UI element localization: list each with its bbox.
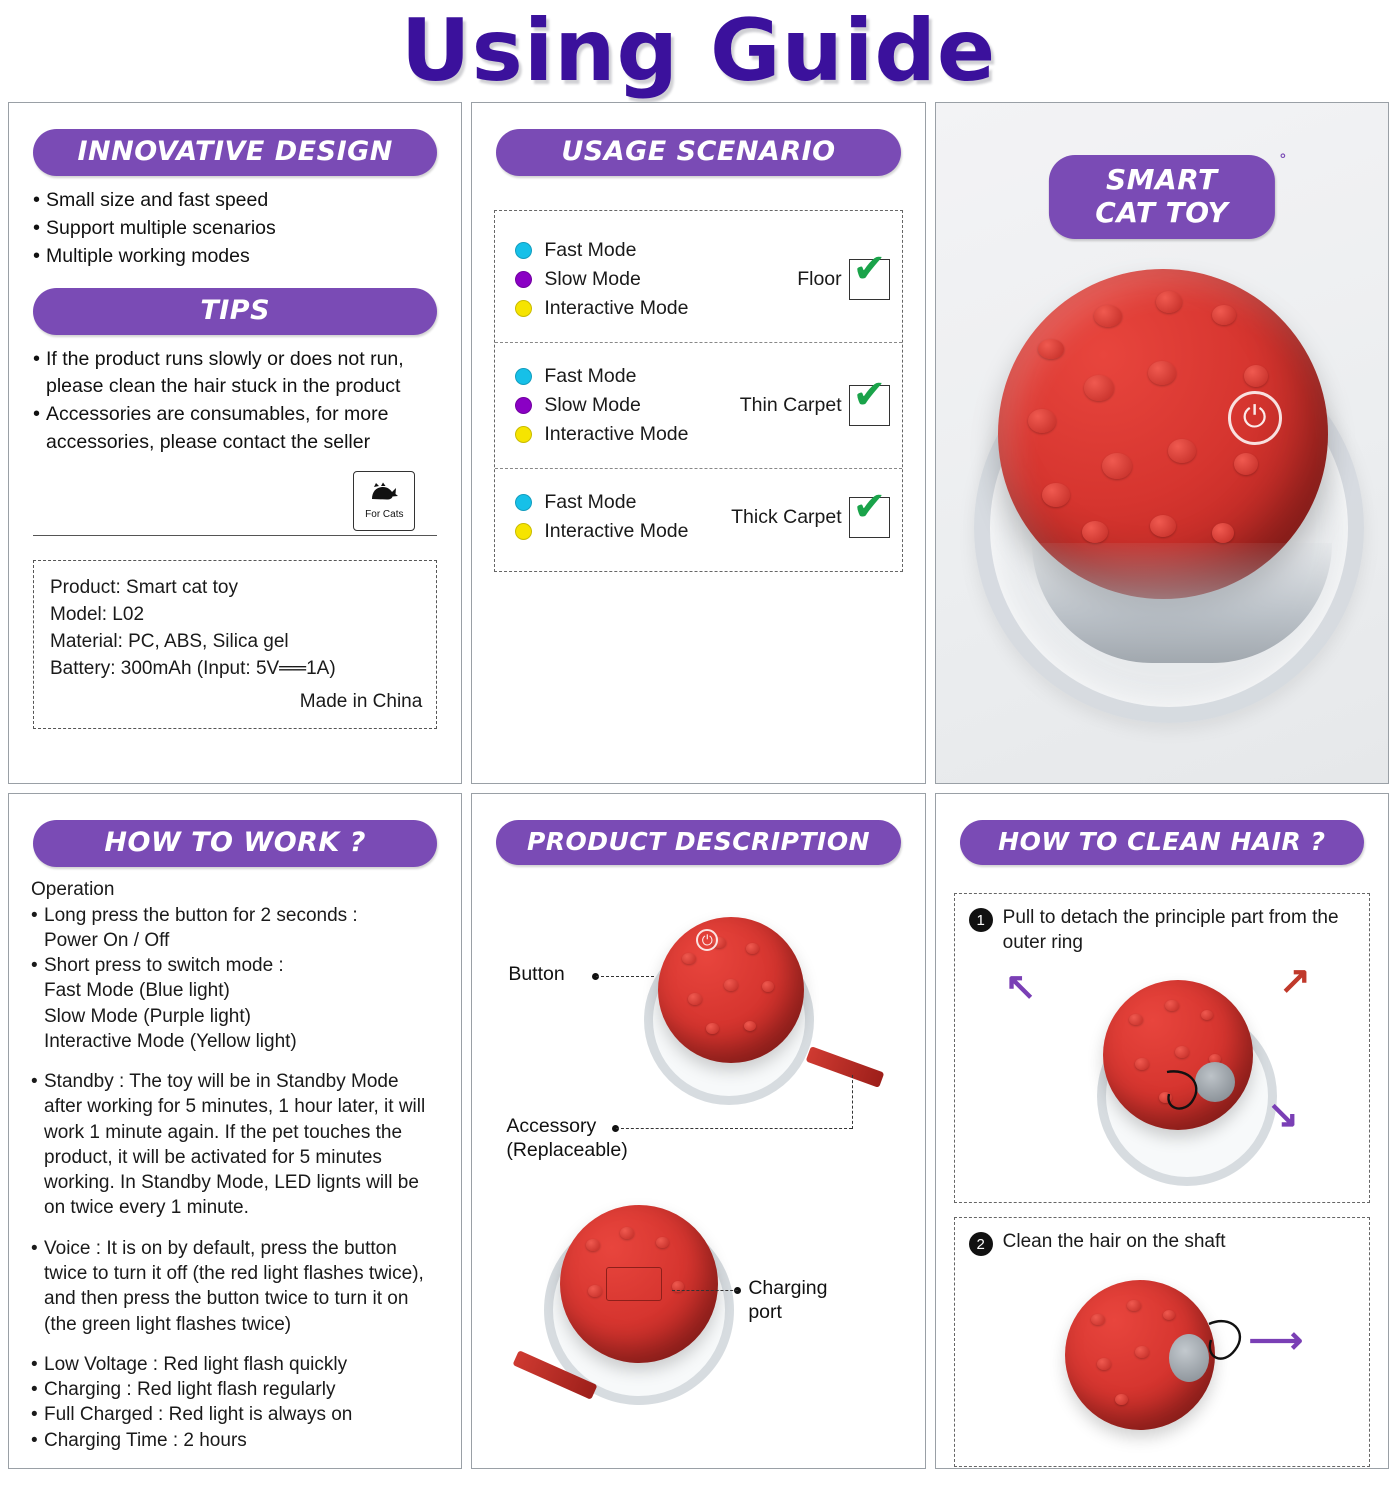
mode-label: Slow Mode <box>544 268 641 291</box>
mode-list <box>515 359 739 452</box>
mode-label: Interactive Mode <box>544 297 689 320</box>
spec-box <box>33 560 437 729</box>
product-photo <box>936 103 1388 783</box>
arrow-up-left-icon: ↖ <box>1004 965 1037 1008</box>
mode-label: Interactive Mode <box>544 520 689 543</box>
how-to-work-text <box>9 877 461 1453</box>
mode-row <box>515 423 739 446</box>
leader-line-button <box>596 976 654 977</box>
power-icon: ⏻ <box>1228 391 1282 445</box>
for-cats-label: For Cats <box>365 509 404 521</box>
text-line: • Low Voltage : Red light flash quickly <box>31 1352 439 1377</box>
divider <box>33 535 437 536</box>
mode-row <box>515 297 797 320</box>
top-row <box>0 102 1397 784</box>
mode-row <box>515 520 731 543</box>
label-button: Button <box>508 963 565 986</box>
usage-group-thick-carpet <box>495 468 901 565</box>
text-line: • Charging Time : 2 hours <box>31 1428 439 1453</box>
text-line: • Long press the button for 2 seconds : <box>31 903 439 928</box>
arrow-down-right-icon: ↘ <box>1267 1093 1299 1136</box>
checkbox[interactable] <box>849 483 890 538</box>
list-item: • If the product runs slowly or does not run, <box>33 347 437 373</box>
usage-group-thin-carpet <box>495 342 901 468</box>
text-line: working. In Standby Mode, LED lignts will be <box>44 1172 419 1194</box>
text-line: • Full Charged : Red light is always on <box>31 1402 439 1427</box>
cat-icon <box>369 482 399 508</box>
mode-row <box>515 394 739 417</box>
product-description-inner <box>472 794 924 875</box>
accessory-stick-top <box>806 1046 885 1088</box>
heading-how-to-work: HOW TO WORK ? <box>33 820 437 867</box>
arrow-right-icon: ⟶ <box>1248 1320 1304 1363</box>
text-line: Fast Mode (Blue light) <box>44 980 230 1002</box>
smart-cat-toy-label: SMART CAT TOY <box>1049 155 1275 239</box>
text-line: • Voice : It is on by default, press the button <box>31 1236 439 1261</box>
hair-strand-icon <box>1159 1066 1219 1126</box>
text-line: and then press the button twice to turn it on <box>44 1288 409 1310</box>
clean-step-1 <box>954 893 1370 1203</box>
panel-product-description <box>471 793 925 1469</box>
surface-label: Thick Carpet <box>731 505 842 528</box>
heading-tips: TIPS <box>33 288 437 335</box>
innovative-bullet-list <box>33 188 437 269</box>
step-text: Clean the hair on the shaft <box>1002 1231 1226 1253</box>
step-1-header <box>969 906 1355 955</box>
heading-innovative-design: INNOVATIVE DESIGN <box>33 129 437 176</box>
how-to-work-inner <box>9 794 461 877</box>
leader-line-accessory-vertical <box>852 1075 853 1129</box>
clean-hair-inner <box>936 794 1388 875</box>
list-item: • Small size and fast speed <box>33 188 437 214</box>
text-line: on twice every 1 minute. <box>44 1197 249 1219</box>
text-line: • Short press to switch mode : <box>31 953 439 978</box>
product-description-diagram <box>472 875 924 1469</box>
step-2-header <box>969 1230 1355 1256</box>
mode-color-dot <box>515 271 532 288</box>
mode-label: Interactive Mode <box>544 423 689 446</box>
mode-color-dot <box>515 523 532 540</box>
surface-check-floor <box>797 246 897 300</box>
registered-mark: ° <box>1279 151 1286 169</box>
checkbox[interactable] <box>849 246 890 300</box>
text-line: product, it will be activated for 5 minutes <box>44 1146 382 1168</box>
device-ball-bottom <box>560 1205 718 1363</box>
text-line: • Standby : The toy will be in Standby Mode <box>31 1069 439 1094</box>
text-line: Operation <box>31 879 115 901</box>
text-line: Power On / Off <box>44 929 170 951</box>
surface-check-thick-carpet <box>731 483 898 538</box>
mode-list <box>515 485 731 549</box>
tips-bullet-list <box>33 347 437 456</box>
list-item: • Multiple working modes <box>33 244 437 270</box>
text-line: after working for 5 minutes, 1 hour later, it will <box>44 1096 426 1118</box>
device-ball <box>1065 1280 1215 1430</box>
label-accessory-note: (Replaceable) <box>506 1139 628 1162</box>
surface-label: Thin Carpet <box>739 394 842 417</box>
leader-line-charging <box>672 1290 738 1291</box>
step-1-illustration <box>969 956 1355 1171</box>
surface-check-thin-carpet <box>739 372 898 426</box>
list-item: • Support multiple scenarios <box>33 216 437 242</box>
text-line: twice to turn it off (the red light flashes twice), <box>44 1263 424 1285</box>
mode-color-dot <box>515 300 532 317</box>
page-title: Using Guide <box>400 1 997 101</box>
mode-label: Fast Mode <box>544 491 637 514</box>
mode-row <box>515 268 797 291</box>
device-ball-top <box>658 917 804 1063</box>
list-item: • Accessories are consumables, for more <box>33 402 437 428</box>
surface-label: Floor <box>797 268 842 291</box>
panel-innovative-design <box>8 102 462 784</box>
text-line: • Charging : Red light flash regularly <box>31 1377 439 1402</box>
arrow-curved-right-icon: ↗ <box>1279 959 1311 1002</box>
spec-line: Model: L02 <box>50 604 145 626</box>
usage-group-floor <box>495 217 901 342</box>
step-number: 1 <box>969 908 993 932</box>
mode-color-dot <box>515 494 532 511</box>
text-line: Interactive Mode (Yellow light) <box>44 1030 297 1052</box>
spec-line: Battery: 300mAh (Input: 5V══1A) <box>50 658 336 680</box>
mode-color-dot <box>515 368 532 385</box>
leader-line-accessory <box>616 1128 852 1129</box>
panel-usage-scenario <box>471 102 925 784</box>
label-accessory: Accessory <box>506 1115 597 1138</box>
power-icon: ⏻ <box>696 929 718 951</box>
mode-row <box>515 365 739 388</box>
list-item-continuation: please clean the hair stuck in the product <box>46 375 401 398</box>
for-cats-badge <box>353 471 415 531</box>
panel-product-photo <box>935 102 1389 784</box>
check-icon: ✔ <box>852 483 887 530</box>
usage-scenario-box <box>494 210 902 572</box>
mode-label: Slow Mode <box>544 394 641 417</box>
smart-cat-toy-badge <box>1049 151 1286 239</box>
check-icon: ✔ <box>852 246 887 293</box>
mode-row <box>515 491 731 514</box>
step-text: Pull to detach the principle part from the outer ring <box>1002 907 1339 953</box>
mode-row <box>515 239 797 262</box>
ball-illustration <box>936 213 1388 773</box>
label-charging: Charging <box>748 1277 828 1300</box>
clean-step-2 <box>954 1217 1370 1467</box>
step-number: 2 <box>969 1232 993 1256</box>
panel-how-to-work <box>8 793 462 1469</box>
text-line: (the green light flashes twice) <box>44 1313 292 1335</box>
mode-color-dot <box>515 242 532 259</box>
list-item-continuation: accessories, please contact the seller <box>46 430 371 453</box>
heading-product-description: PRODUCT DESCRIPTION <box>496 820 900 865</box>
heading-usage-scenario: USAGE SCENARIO <box>496 129 900 176</box>
bottom-row <box>0 793 1397 1469</box>
label-charging-port: port <box>748 1301 782 1324</box>
mode-label: Fast Mode <box>544 365 637 388</box>
mode-color-dot <box>515 426 532 443</box>
innovative-inner <box>9 103 461 546</box>
mode-color-dot <box>515 397 532 414</box>
checkbox[interactable] <box>849 372 890 426</box>
text-line: Slow Mode (Purple light) <box>44 1005 251 1027</box>
made-in-label: Made in China <box>299 691 423 713</box>
spec-line: Product: Smart cat toy <box>50 577 238 599</box>
heading-how-to-clean-hair: HOW TO CLEAN HAIR ? <box>960 820 1364 865</box>
spec-line: Material: PC, ABS, Silica gel <box>50 631 289 653</box>
usage-inner <box>472 103 924 186</box>
mode-label: Fast Mode <box>544 239 637 262</box>
step-2-illustration <box>969 1256 1355 1451</box>
mode-list <box>515 233 797 326</box>
panel-how-to-clean-hair <box>935 793 1389 1469</box>
text-line: work 1 minute again. If the pet touches the <box>44 1121 403 1143</box>
check-icon: ✔ <box>852 372 887 419</box>
